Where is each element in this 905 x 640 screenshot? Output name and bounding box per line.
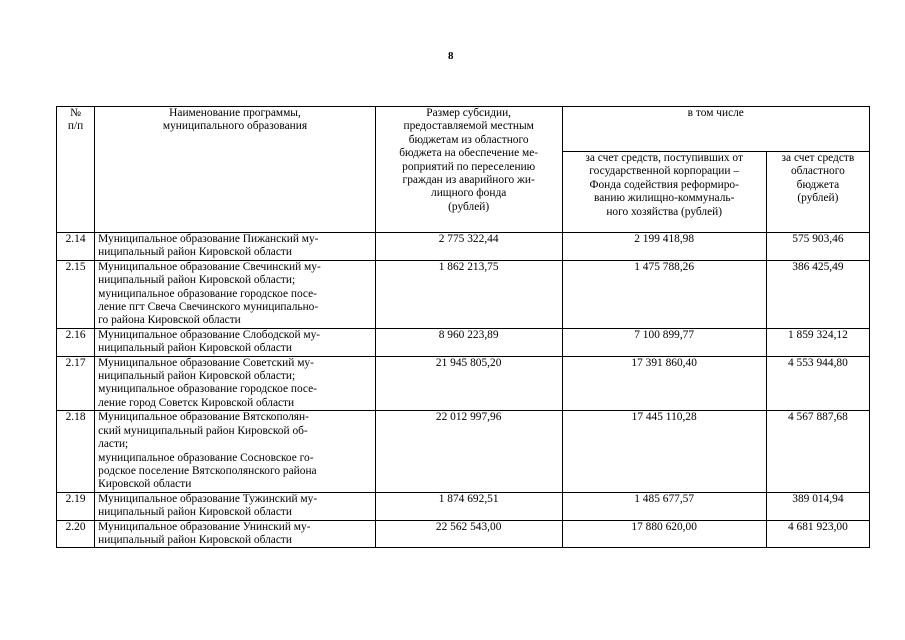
row-name: Муниципальное образование Пижанский му- ниципальный район Кировской области — [95, 233, 376, 261]
header-total-text: Размер субсидии, предоставляемой местным бюджетам из областного бюджета на обеспечение ме- роприятий по переселению граждан из аварийного жи- лищного фонда (рублей) — [399, 107, 539, 213]
row-name: Муниципальное образование Унинский му- ниципальный район Кировской области — [95, 520, 376, 548]
header-fund-text: за счет средств, поступивших от государственной корпорации – Фонда содействия реформиро- ванию жилищно-коммуналь- ного хозяйства (рублей) — [585, 152, 743, 218]
row-regional: 4 567 887,68 — [766, 411, 869, 492]
row-number: 2.16 — [57, 328, 95, 356]
table-row — [57, 260, 870, 328]
row-name: Муниципальное образование Свечинский му- ниципальный район Кировской области; муниципальное образование городское посе- ление пгт Свеча Свечинского муниципально- го района Кировской области — [95, 260, 376, 328]
row-number: 2.15 — [57, 260, 95, 328]
header-total — [375, 107, 562, 233]
header-no-text: № п/п — [67, 107, 84, 133]
row-total: 8 960 223,89 — [375, 328, 562, 356]
row-regional: 389 014,94 — [766, 492, 869, 520]
header-regional — [766, 152, 869, 233]
row-number: 2.14 — [57, 233, 95, 261]
header-no — [57, 107, 95, 233]
row-regional: 386 425,49 — [766, 260, 869, 328]
header-regional-text: за счет средств областного бюджета (рублей) — [781, 152, 855, 205]
row-name: Муниципальное образование Советский му- ниципальный район Кировской области; муниципальное образование городское посе- ление город Советск Кировской области — [95, 356, 376, 411]
row-total: 21 945 805,20 — [375, 356, 562, 411]
header-fund — [562, 152, 766, 233]
row-fund: 1 475 788,26 — [562, 260, 766, 328]
row-name: Муниципальное образование Слободской му- ниципальный район Кировской области — [95, 328, 376, 356]
row-total: 2 775 322,44 — [375, 233, 562, 261]
table-row — [57, 411, 870, 492]
row-total: 1 862 213,75 — [375, 260, 562, 328]
row-number: 2.18 — [57, 411, 95, 492]
row-fund: 1 485 677,57 — [562, 492, 766, 520]
row-fund: 17 880 620,00 — [562, 520, 766, 548]
page-number: 8 — [448, 50, 454, 62]
row-regional: 4 553 944,80 — [766, 356, 869, 411]
header-name-text: Наименование программы, муниципального образования — [162, 107, 308, 133]
row-number: 2.19 — [57, 492, 95, 520]
row-fund: 17 445 110,28 — [562, 411, 766, 492]
row-regional: 1 859 324,12 — [766, 328, 869, 356]
row-name: Муниципальное образование Вятскополян- ский муниципальный район Кировской об- ласти; муниципальное образование Сосновское го- родское поселение Вятскополянского района Кировской области — [95, 411, 376, 492]
subsidy-table — [56, 106, 870, 548]
header-including — [562, 107, 869, 152]
row-fund: 7 100 899,77 — [562, 328, 766, 356]
row-name: Муниципальное образование Тужинский му- ниципальный район Кировской области — [95, 492, 376, 520]
table-row — [57, 233, 870, 261]
header-including-text: в том числе — [687, 107, 744, 119]
row-total: 22 562 543,00 — [375, 520, 562, 548]
row-fund: 17 391 860,40 — [562, 356, 766, 411]
table-row — [57, 520, 870, 548]
row-number: 2.17 — [57, 356, 95, 411]
row-regional: 4 681 923,00 — [766, 520, 869, 548]
table-row — [57, 492, 870, 520]
table-row — [57, 356, 870, 411]
row-number: 2.20 — [57, 520, 95, 548]
row-fund: 2 199 418,98 — [562, 233, 766, 261]
row-total: 1 874 692,51 — [375, 492, 562, 520]
row-total: 22 012 997,96 — [375, 411, 562, 492]
header-name — [95, 107, 376, 233]
row-regional: 575 903,46 — [766, 233, 869, 261]
table-row — [57, 328, 870, 356]
